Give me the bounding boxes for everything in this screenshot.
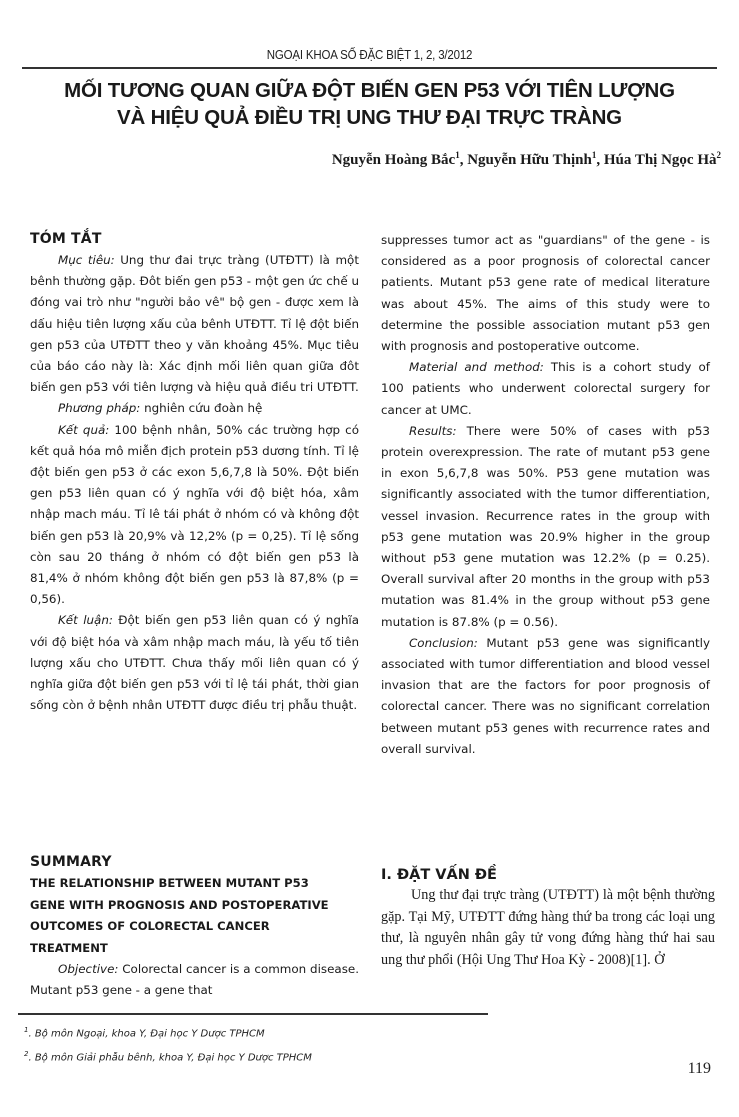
conclusion-label: Kết luận: [58,613,113,628]
author-name: Nguyễn Hữu Thịnh [467,152,592,168]
summary-title-line: TREATMENT [30,940,108,955]
summary-conclusion [381,633,710,760]
objective-label: Objective: [58,962,119,976]
conclusion-label: Conclusion: [409,635,478,650]
author-name: Nguyễn Hoàng Bắc [331,152,456,168]
affiliation-mark: 2 [716,150,721,160]
summary-results [381,421,710,633]
summary-heading: SUMMARY [30,854,112,870]
footnote-text: . Bộ môn Ngoại, khoa Y, Đại học Y Dược TPHCM [28,1028,265,1040]
abstract-method [30,398,359,419]
affiliation-mark: 1 [591,150,597,160]
summary-english-start [30,851,359,1001]
summary-english-continued [381,230,710,760]
conclusion-text: Đột biến gen p53 liên quan có ý nghĩa với độ biệt hóa và xâm nhập mach máu, là yếu tố tiên lượng xấu cho UTĐTT. Chưa thấy mối liên quan có ý nghĩa giữa đột biến gen p53 với tỉ lệ tái phát, thời gian sống còn ở bệnh nhân UTĐTT được điều trị phẫu thuật. [30,613,360,713]
header-rule [22,67,717,69]
author-separator: , [596,152,604,168]
footnote-text: . Bộ môn Giải phẫu bênh, khoa Y, Đại học Y Dược TPHCM [28,1052,312,1064]
introduction-heading: I. ĐẶT VẤN ĐỀ [381,867,497,883]
footnote [24,1044,312,1068]
results-label: Results: [409,423,457,438]
title-line-2: VÀ HIỆU QUẢ ĐIỀU TRỊ UNG THƯ ĐẠI TRỰC TRÀNG [117,106,622,129]
summary-title-line: GENE WITH PROGNOSIS AND POSTOPERATIVE [30,897,329,912]
author-list [332,152,721,169]
running-header: NGOẠI KHOA SỐ ĐẶC BIỆT 1, 2, 3/2012 [266,48,473,62]
summary-title-line: OUTCOMES OF COLORECTAL CANCER [30,919,270,933]
abstract-results [30,420,359,611]
summary-title-line: THE RELATIONSHIP BETWEEN MUTANT P53 [30,876,309,890]
results-text: 100 bệnh nhân, 50% các trường hợp có kết quả hóa mô miễn địch protein p53 dương tính. Tỉ lệ đột biến gen p53 ở các exon 5,6,7,8 là 50%. Đột biến gen p53 liên quan có ý nghĩa với độ biệt hóa, xâm nhập mach máu. Tỉ lê tái phát ở nhóm có và không đột biến gen p53 là 20,9% và 12,2% (p = 0,25). Tỉ lệ sống còn sau 20 tháng ở nhóm có đột biến gen p53 là 81,4% ở nhóm không đột biến gen p53 là 87,8% (p = 0,56). [30,422,359,607]
introduction-text: Ung thư đại trực tràng (UTĐTT) là một bệnh thường gặp. Tại Mỹ, UTĐTT đứng hàng thứ ba trong các loại ung thư, là nguyên nhân gây tử vong đứng hàng thứ hai sau ung thư phổi (Hội Ung Thư Hoa Kỳ - 2008)[1]. Ở [381,887,715,968]
author-name: Húa Thị Ngọc Hà [603,152,717,168]
affiliation-mark: 1 [455,150,460,160]
summary-objective [30,959,359,1001]
abstract-vietnamese [30,228,359,716]
footnote-mark: 1 [24,1026,29,1034]
method-label: Phương pháp: [58,401,141,416]
footnotes [24,1020,312,1069]
method-text: nghiên cứu đoàn hệ [140,401,263,416]
introduction-section [381,865,715,971]
results-label: Kết quả: [58,422,110,437]
summary-objective-continued: suppresses tumor act as "guardians" of the gene - is considered as a poor prognosis of colorectal cancer patients. Mutant p53 gene rate of medical literature was about 45%. The aims of this study were to determine the possible association mutant p53 gen with prognosis and postoperative outcome. [381,233,710,354]
objective-text: Ung thư đai trực tràng (UTĐTT) là một bênh thường gặp. Đôt biến gen p53 - một gen ức chế u đóng vai trò như "người bảo vê" bộ gen - được xem là dấu hiệu tiên lượng xấu của bênh UTĐTT. Tỉ lệ đột biến gen p53 của UTĐTT theo y văn khoảng 45%. Mục tiêu của báo cáo này là: Xác định mối liên quan giữa đôt biến gen p53 với tiên lượng và hiệu quả điều tri UTĐTT. [30,253,359,395]
objective-label: Mục tiêu: [58,253,115,267]
footnote [24,1020,312,1044]
conclusion-text: Mutant p53 gene was significantly associated with tumor differentiation and blood vessel invasion that are the factors for poor prognosis of colorectal cancer. There was no significant correlation between mutant p53 genes with recurrence rates and overall survival. [381,635,710,756]
method-label: Material and method: [409,360,544,375]
results-text: There were 50% of cases with p53 protein overexpression. The rate of mutant p53 gene in exon 5,6,7,8 was 50%. P53 gene mutation was significantly associated with the tumor differentiation, vessel invasion. Recurrence rates in the group with p53 gene mutation was 20.9% higher in the group without p53 gene mutation was 12.2% (p = 0.25). Overall survival after 20 months in the group with p53 mutation was 81.4% in the group without p53 gene mutation is 87.8% (p = 0.56). [381,423,710,629]
objective-text: Colorectal cancer is a common disease. Mutant p53 gene - a gene that [30,962,359,998]
footnote-mark: 2 [24,1050,29,1059]
summary-method [381,357,710,421]
summary-title [30,873,359,959]
abstract-heading: TÓM TẮT [30,231,102,247]
page-number: 119 [687,1060,711,1077]
article-title [0,77,739,131]
abstract-conclusion [30,610,359,716]
title-line-1: MỐI TƯƠNG QUAN GIỮA ĐỘT BIẾN GEN P53 VỚI TIÊN LƯỢNG [64,79,675,102]
author-separator: , [459,152,468,168]
footnote-rule [18,1013,488,1015]
method-text: This is a cohort study of 100 patients who underwent colorectal surgery for cancer at UMC. [381,360,710,417]
abstract-objective [30,250,359,398]
